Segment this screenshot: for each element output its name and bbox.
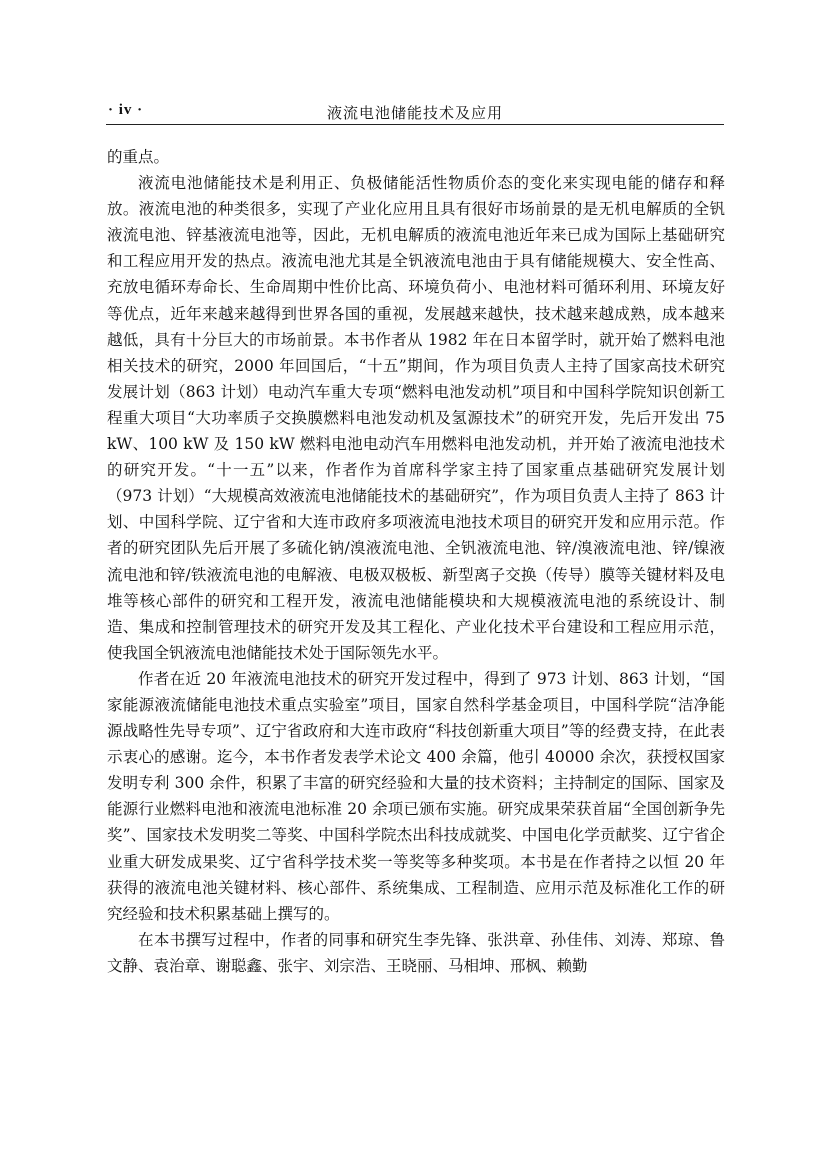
paragraph: 作者在近 20 年液流电池技术的研究开发过程中，得到了 973 计划、863 计划，“国家能源液流储能电池技术重点实验室”项目，国家自然科学基金项目，中国科学院“洁净能源战略性先导专项”、辽宁省政府和大连市政府“科技创新重大项目”等的经费支持，在此表示衷心的感谢。迄今，本书作者发表学术论文 400 余篇，他引 40000 余次，获授权国家发明专利 300 余件，积累了丰富的研究经验和大量的技术资料；主持制定的国际、国家及能源行业燃料电池和液流电池标准 20 余项已颁布实施。研究成果荣获首届“全国创新争先奖”、国家技术发明奖二等奖、中国科学院杰出科技成就奖、中国电化学贡献奖、辽宁省企业重大研发成果奖、辽宁省科学技术奖一等奖等多种奖项。本书是在作者持之以恒 20 年获得的液流电池关键材料、核心部件、系统集成、工程制造、应用示范及标准化工作的研究经验和技术积累基础上撰写的。 [107, 669, 725, 923]
paragraph-continued: 的重点。 [107, 148, 170, 166]
body-text [107, 144, 725, 979]
page-number: · iv · [108, 102, 144, 118]
paragraph: 液流电池储能技术是利用正、负极储能活性物质价态的变化来实现电能的储存和释放。液流电池的种类很多，实现了产业化应用且具有很好市场前景的是无机电解质的全钒液流电池、锌基液流电池等，因此，无机电解质的液流电池近年来已成为国际上基础研究和工程应用开发的热点。液流电池尤其是全钒液流电池由于具有储能规模大、安全性高、充放电循环寿命长、生命周期中性价比高、环境负荷小、电池材料可循环利用、环境友好等优点，近年来越来越得到世界各国的重视，发展越来越快，技术越来越成熟，成本越来越低，具有十分巨大的市场前景。本书作者从 1982 年在日本留学时，就开始了燃料电池相关技术的研究，2000 年回国后，“十五”期间，作为项目负责人主持了国家高技术研究发展计划（863 计划）电动汽车重大专项“燃料电池发动机”项目和中国科学院知识创新工程重大项目“大功率质子交换膜燃料电池发动机及氢源技术”的研究开发，先后开发出 75 kW、100 kW 及 150 kW 燃料电池电动汽车用燃料电池发动机，并开始了液流电池技术的研究开发。“十一五”以来，作者作为首席科学家主持了国家重点基础研究发展计划（973 计划）“大规模高效液流电池储能技术的基础研究”，作为项目负责人主持了 863 计划、中国科学院、辽宁省和大连市政府多项液流电池技术项目的研究开发和应用示范。作者的研究团队先后开展了多硫化钠/溴液流电池、全钒液流电池、锌/溴液流电池、锌/镍液流电池和锌/铁液流电池的电解液、电极双极板、新型离子交换（传导）膜等关键材料及电堆等核心部件的研究和工程开发，液流电池储能模块和大规模液流电池的系统设计、制造、集成和控制管理技术的研究开发及其工程化、产业化技术平台建设和工程应用示范，使我国全钒液流电池储能技术处于国际领先水平。 [107, 174, 725, 662]
running-title: 液流电池储能技术及应用 [326, 104, 503, 122]
paragraph: 在本书撰写过程中，作者的同事和研究生李先锋、张洪章、孙佳伟、刘涛、郑琼、鲁文静、袁治章、谢聪鑫、张宇、刘宗浩、王晓丽、马相坤、邢枫、赖勤 [107, 930, 725, 975]
running-header [106, 98, 724, 125]
